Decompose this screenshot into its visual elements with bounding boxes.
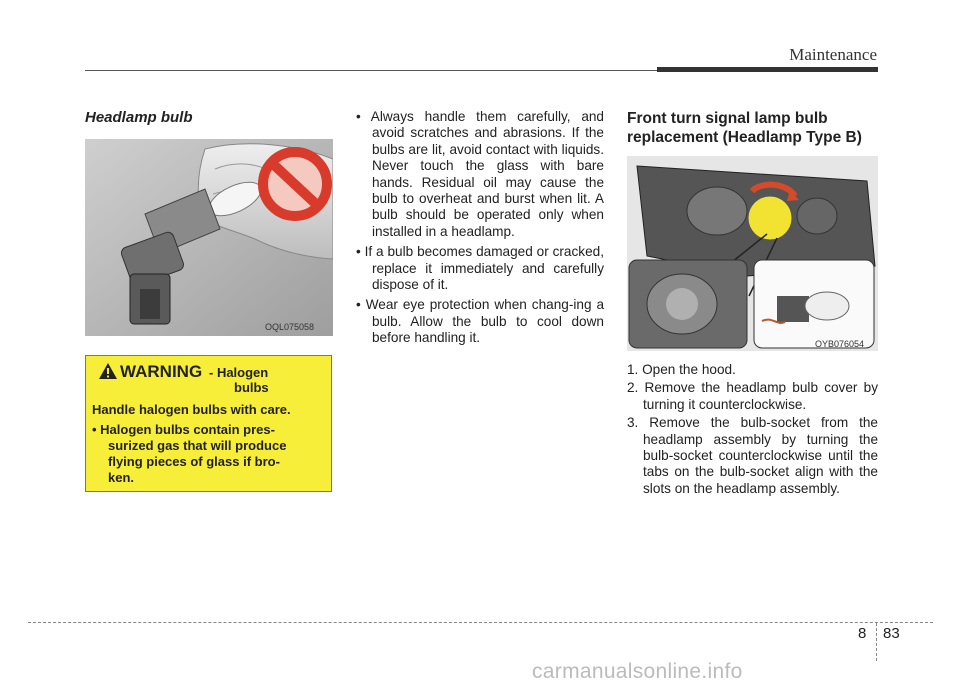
turn-signal-heading: [627, 109, 887, 147]
warning-intro: Handle halogen bulbs with care.: [92, 402, 291, 417]
warning-title: WARNING: [120, 362, 203, 381]
list-item: • Wear eye protection when chang-ing a bulb. Allow the bulb to cool down before handling it.: [356, 297, 604, 346]
figure-code: OQL075058: [265, 322, 315, 332]
warning-subtitle: - Halogen: [209, 365, 269, 380]
headlamp-assembly-illustration: [627, 156, 878, 351]
warning-subtitle-cont: bulbs: [234, 380, 269, 395]
header-rule-accent: [657, 67, 878, 72]
page-number: 83: [883, 625, 900, 642]
heading-line: replacement (Headlamp Type B): [627, 129, 862, 146]
list-item: • If a bulb becomes damaged or cracked, replace it immediately and carefully dispose of it.: [356, 244, 604, 293]
headlamp-bulb-heading: Headlamp bulb: [85, 109, 193, 126]
step-item: 3. Remove the bulb-socket from the headlamp assembly by turning the bulb-socket counterclockwise until the tabs on the bulb-socket align with the slots on the headlamp assembly.: [627, 415, 878, 496]
warning-bullet-line: ken.: [108, 470, 135, 485]
step-item: 1. Open the hood.: [627, 362, 736, 377]
halogen-bulb-photo: [85, 139, 333, 336]
warning-bullet: [92, 422, 328, 486]
replacement-steps: [627, 362, 878, 499]
watermark: carmanualsonline.info: [532, 660, 743, 683]
footer-rule: [28, 622, 933, 623]
page-number-separator: [876, 623, 877, 661]
heading-line: Front turn signal lamp bulb: [627, 110, 828, 127]
warning-icon: [98, 362, 118, 380]
warning-bullet-line: • Halogen bulbs contain pres-: [92, 422, 275, 437]
chapter-number: 8: [858, 625, 867, 642]
step-item: 2. Remove the headlamp bulb cover by turning it counterclockwise.: [627, 380, 878, 412]
header-rule: [85, 70, 658, 71]
list-item: • Always handle them carefully, and avoid scratches and abrasions. If the bulbs are lit, avoid contact with liquids. Never touch the glass with bare hands. Residual oil may cause the bulb to overheat and burst when lit. A bulb should be operated only when installed in a headlamp.: [356, 109, 604, 239]
headlamp-assembly-photo: [627, 156, 878, 351]
bulb-handling-list: [356, 109, 604, 351]
warning-box: [85, 355, 332, 492]
section-title: Maintenance: [789, 45, 877, 64]
figure-code: OYB076054: [815, 339, 865, 349]
warning-bullet-line: surized gas that will produce: [108, 438, 287, 453]
halogen-bulb-illustration: [85, 139, 333, 336]
warning-bullet-line: flying pieces of glass if bro-: [108, 454, 280, 469]
